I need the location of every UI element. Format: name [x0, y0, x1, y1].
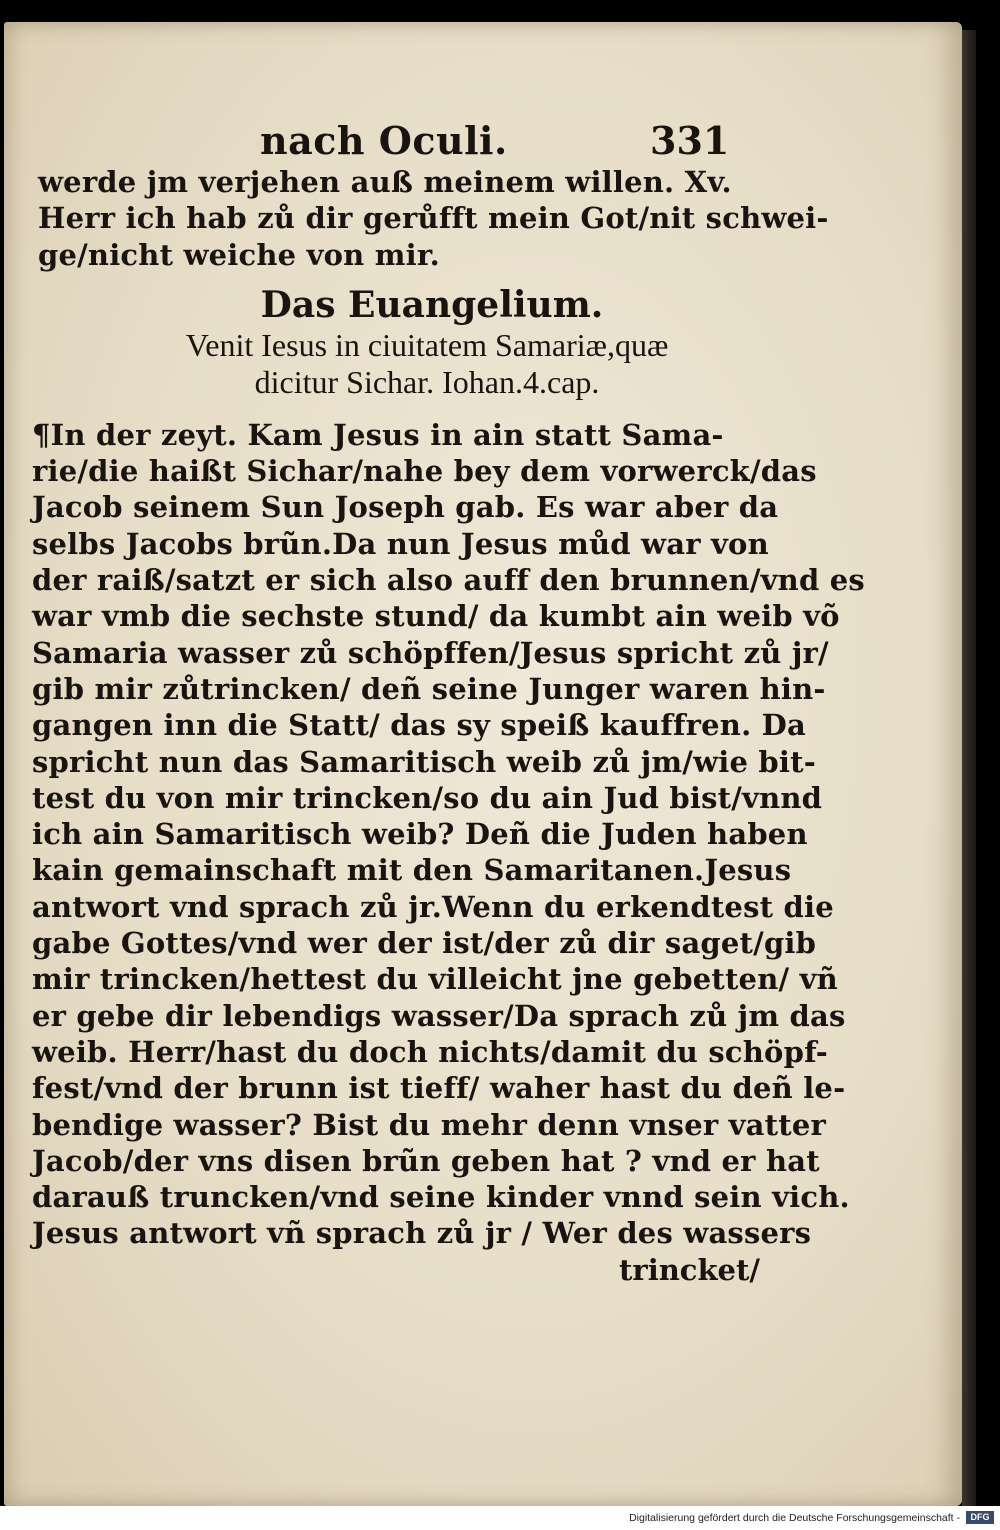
body-line: selbs Jacobs brũn.Da nun Jesus můd war von	[32, 526, 769, 561]
body-line: rie/die haißt Sichar/nahe bey dem vorwerck/das	[32, 454, 817, 489]
body-line: ich ain Samaritisch weib? Deñ die Juden haben	[32, 817, 808, 852]
page-edge	[962, 30, 976, 1506]
latin-line: dicitur Sichar. Iohan.4.cap.	[254, 363, 600, 400]
body-line: weib. Herr/hast du doch nichts/damit du schöpf-	[32, 1034, 828, 1069]
body-line: ¶In der zeyt. Kam Jesus in ain statt Sama-	[32, 417, 724, 452]
body-line: bendige wasser? Bist du mehr denn vnser vatter	[32, 1107, 826, 1142]
body-line: darauß truncken/vnd seine kinder vnnd sein vich.	[32, 1180, 850, 1215]
dfg-logo-icon: DFG	[966, 1511, 994, 1524]
body-line: kain gemainschaft mit den Samaritanen.Jesus	[32, 853, 792, 888]
body-line: fest/vnd der brunn ist tieff/ waher hast du deñ le-	[32, 1071, 846, 1106]
body-line: Jacob/der vns disen brũn geben hat ? vnd er hat	[32, 1143, 820, 1178]
body-line: spricht nun das Samaritisch weib zů jm/wie bit-	[32, 744, 816, 779]
body-line: der raiß/satzt er sich also auff den brunnen/vnd es	[32, 563, 865, 598]
body-line: Jesus antwort vñ sprach zů jr / Wer des wassers	[32, 1216, 812, 1251]
body-line: gabe Gottes/vnd wer der ist/der zů dir saget/gib	[32, 926, 817, 961]
verse-line: werde jm verjehen auß meinem willen. Xv.	[38, 165, 732, 199]
footer-bar	[0, 1506, 1000, 1530]
body-line: mir trincken/hettest du villeicht jne gebetten/ vñ	[32, 962, 838, 997]
body-line: war vmb die sechste stund/ da kumbt ain weib võ	[32, 599, 840, 634]
page-number: 331	[650, 118, 730, 163]
verse-line: ge/nicht weiche von mir.	[38, 237, 440, 272]
verse-line: Herr ich hab zů dir gerůfft mein Got/nit schwei-	[38, 201, 829, 236]
body-line: test du von mir trincken/so du ain Jud bist/vnnd	[32, 780, 823, 815]
body-line: er gebe dir lebendigs wasser/Da sprach zů jm das	[32, 998, 846, 1033]
body-line: Samaria wasser zů schöpffen/Jesus spricht zů jr/	[32, 635, 829, 670]
section-heading: Das Euangelium.	[260, 283, 604, 326]
catchword: trincket/	[619, 1252, 760, 1287]
running-head-title: nach Oculi.	[260, 118, 508, 163]
page-content	[32, 118, 865, 1288]
body-line: gib mir zůtrincken/ deñ seine Junger waren hin-	[32, 671, 826, 706]
running-head	[32, 118, 762, 164]
body-line: gangen inn die Statt/ das sy speiß kauffren. Da	[32, 708, 807, 743]
footer-credit: Digitalisierung gefördert durch die Deutsche Forschungsgemeinschaft -	[629, 1512, 960, 1524]
body-text	[32, 417, 865, 1252]
body-line: Jacob seinem Sun Joseph gab. Es war aber da	[32, 490, 779, 525]
body-line: antwort vnd sprach zů jr.Wenn du erkendtest die	[32, 889, 834, 924]
latin-line: Venit Iesus in ciuitatem Samariæ,quæ	[185, 326, 669, 363]
